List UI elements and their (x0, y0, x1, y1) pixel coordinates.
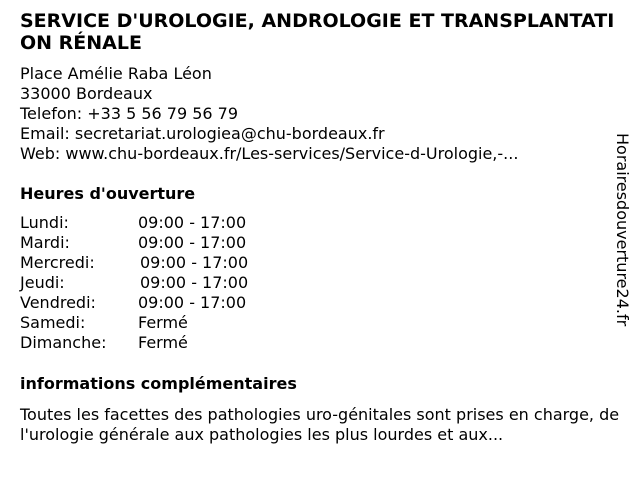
day-label: Mercredi: (20, 253, 95, 272)
hours-row-saturday (20, 313, 248, 333)
time-value: Fermé (138, 313, 188, 332)
page-title: SERVICE D'UROLOGIE, ANDROLOGIE ET TRANSPLANTATION RÉNALE (20, 10, 615, 54)
phone: Telefon: +33 5 56 79 56 79 (20, 104, 239, 123)
contact-block (20, 64, 610, 164)
time-value: 09:00 - 17:00 (140, 273, 249, 292)
hours-row-thursday (20, 273, 248, 293)
hours-heading: Heures d'ouverture (20, 184, 196, 203)
hours-row-friday (20, 293, 248, 313)
hours-row-monday (20, 213, 248, 233)
time-value: Fermé (138, 333, 188, 352)
street-address: Place Amélie Raba Léon (20, 64, 212, 83)
hours-table (20, 213, 248, 353)
time-value: 09:00 - 17:00 (138, 293, 247, 312)
info-text: Toutes les facettes des pathologies uro-génitales sont prises en charge, de l'urologie générale aux pathologies les plus lourdes et aux... (20, 405, 620, 444)
email: Email: secretariat.urologiea@chu-bordeaux.fr (20, 124, 385, 143)
watermark: Horairesdouverture24.fr (613, 133, 632, 327)
day-label: Mardi: (20, 233, 70, 252)
day-label: Vendredi: (20, 293, 96, 312)
hours-row-tuesday (20, 233, 248, 253)
day-label: Dimanche: (20, 333, 107, 352)
time-value: 09:00 - 17:00 (138, 233, 247, 252)
day-label: Jeudi: (20, 273, 65, 292)
day-label: Samedi: (20, 313, 86, 332)
website: Web: www.chu-bordeaux.fr/Les-services/Service-d-Urologie,-... (20, 144, 519, 163)
day-label: Lundi: (20, 213, 69, 232)
time-value: 09:00 - 17:00 (138, 213, 247, 232)
hours-row-sunday (20, 333, 248, 353)
time-value: 09:00 - 17:00 (140, 253, 249, 272)
city: 33000 Bordeaux (20, 84, 153, 103)
info-heading: informations complémentaires (20, 374, 297, 393)
hours-row-wednesday (20, 253, 248, 273)
